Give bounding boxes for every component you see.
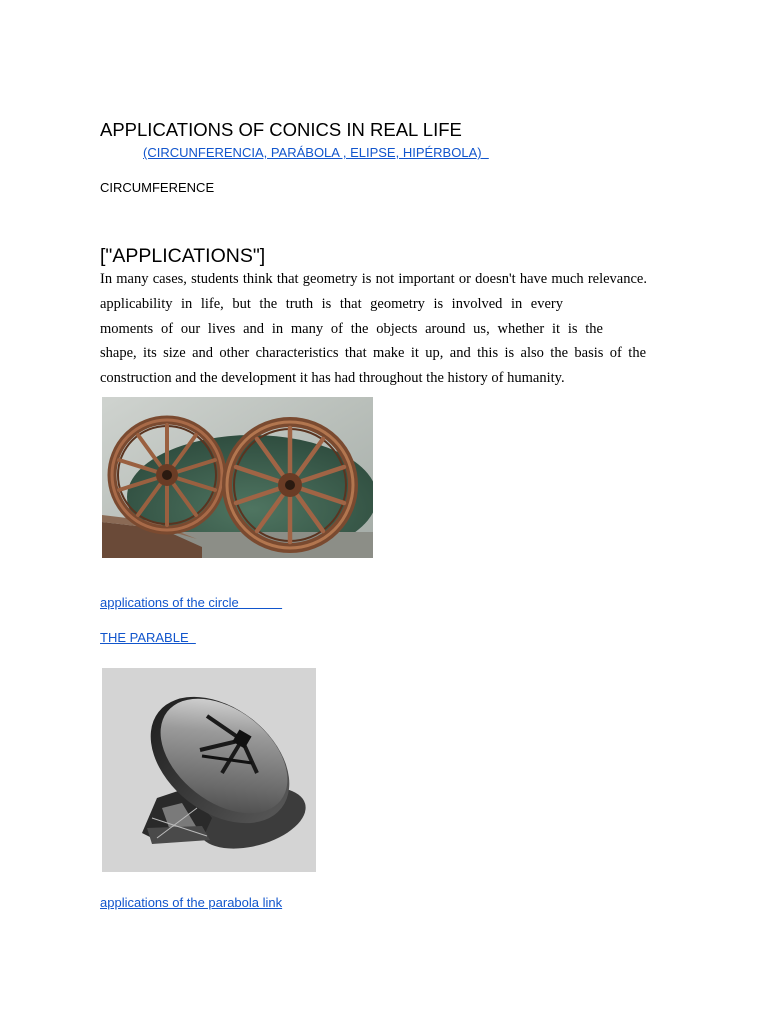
section-label-circumference: CIRCUMFERENCE xyxy=(100,180,215,195)
page-title: APPLICATIONS OF CONICS IN REAL LIFE xyxy=(100,119,462,140)
parable-link[interactable]: THE PARABLE xyxy=(100,630,196,645)
satellite-dish-image xyxy=(102,668,316,872)
wagon-wheels-image xyxy=(102,397,373,558)
paragraph-line-2: applicability in life, but the truth is that geometry is involved in every xyxy=(100,296,563,312)
conics-types-link[interactable]: (CIRCUNFERENCIA, PARÁBOLA , ELIPSE, HIPÉRBOLA) xyxy=(143,145,489,160)
paragraph-line-5: construction and the development it has had throughout the history of humanity. xyxy=(100,370,565,386)
paragraph-line-3: moments of our lives and in many of the objects around us, whether it is the xyxy=(100,321,603,337)
applications-heading: ["APPLICATIONS"] xyxy=(100,245,266,267)
paragraph-line-4: shape, its size and other characteristics that make it up, and this is also the basis of the xyxy=(100,345,646,361)
circle-applications-link[interactable]: applications of the circle xyxy=(100,595,283,610)
satellite-dish-photo xyxy=(102,668,316,872)
parabola-applications-link[interactable]: applications of the parabola link xyxy=(100,895,283,910)
wagon-wheels-photo xyxy=(102,397,373,558)
paragraph-line-1: In many cases, students think that geometry is not important or doesn't have much relevance. xyxy=(100,271,647,287)
